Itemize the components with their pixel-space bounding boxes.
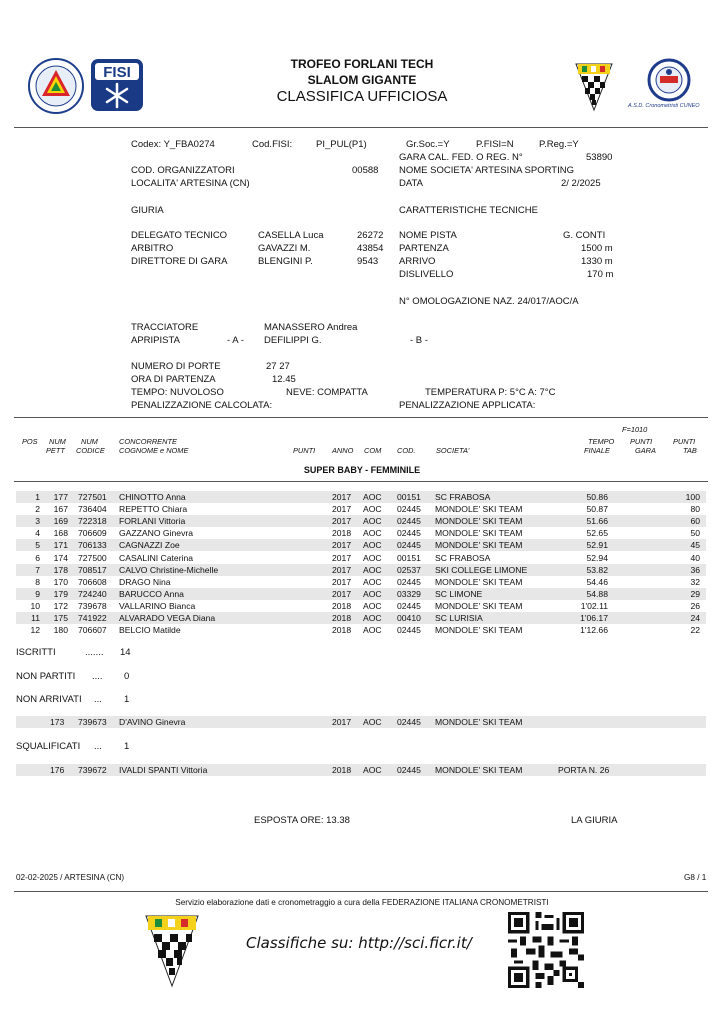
cell-cod: 02445	[397, 528, 421, 539]
cell-pos: 1	[35, 492, 40, 502]
direttore-code: 9543	[357, 256, 379, 267]
cell-societa: MONDOLE' SKI TEAM	[435, 576, 523, 587]
col-punti-tab-1: PUNTI	[673, 437, 696, 446]
cell-pett: 172	[53, 600, 68, 611]
anno: 2018	[332, 765, 352, 775]
partenza-label: PARTENZA	[399, 243, 449, 254]
nome-pista-label: NOME PISTA	[399, 230, 457, 241]
codex: Codex: Y_FBA0274	[131, 139, 215, 150]
col-concorrente-2: COGNOME e NOME	[119, 446, 189, 455]
cell-nome: FORLANI Vittoria	[119, 516, 186, 527]
cell-nome: CAGNAZZI Zoe	[119, 540, 180, 551]
col-anno: ANNO	[332, 446, 354, 455]
col-punti-tab-2: TAB	[683, 446, 697, 455]
cell-tempo: 54.88	[586, 588, 608, 599]
penalizzazione-calcolata: PENALIZZAZIONE CALCOLATA:	[131, 400, 273, 411]
la-giuria: LA GIURIA	[571, 815, 618, 826]
direttore-name: BLENGINI P.	[258, 256, 313, 267]
caratteristiche-heading: CARATTERISTICHE TECNICHE	[399, 205, 538, 216]
cell-cod: 00151	[397, 492, 421, 502]
cod-organizzatori-value: 00588	[352, 165, 379, 176]
cell-societa: MONDOLE' SKI TEAM	[435, 516, 523, 527]
category-title: SUPER BABY - FEMMINILE	[303, 465, 421, 475]
ora-partenza-label: ORA DI PARTENZA	[131, 374, 216, 385]
apripista-a-name: DEFILIPPI G.	[264, 335, 322, 346]
cod: 02445	[397, 765, 421, 775]
nome: D'AVINO Ginevra	[119, 717, 186, 727]
societa: MONDOLE' SKI TEAM	[435, 717, 523, 727]
page-number: G8 / 1	[684, 873, 707, 882]
cell-tab: 22	[690, 625, 700, 636]
category-divider	[14, 481, 708, 482]
cell-cod: 02445	[397, 576, 421, 587]
delegato-label: DELEGATO TECNICO	[131, 230, 228, 241]
partenza-value: 1500 m	[581, 243, 613, 254]
cell-tempo: 52.91	[586, 540, 608, 551]
cell-codice: 708517	[78, 564, 107, 575]
cell-pett: 169	[53, 516, 68, 527]
cell-tab: 40	[690, 552, 700, 563]
cell-anno: 2018	[332, 613, 352, 623]
col-tempo-2: FINALE	[584, 446, 610, 455]
cell-pos: 9	[35, 588, 40, 599]
result-row	[16, 552, 706, 564]
cell-cod: 02445	[397, 540, 421, 551]
squalificati-label: SQUALIFICATI	[16, 741, 81, 752]
cell-societa: SC FRABOSA	[435, 552, 491, 563]
ora-partenza-value: 12.45	[272, 374, 296, 385]
cell-codice: 739678	[78, 600, 107, 611]
cell-com: AOC	[363, 613, 382, 623]
result-row	[16, 612, 706, 624]
pett: 176	[50, 765, 65, 775]
cell-pett: 177	[53, 492, 68, 502]
cell-anno: 2017	[332, 552, 352, 563]
cell-pett: 175	[53, 613, 68, 623]
cell-com: AOC	[363, 564, 382, 575]
non-partiti-value: 0	[124, 671, 130, 682]
cell-cod: 02537	[397, 564, 421, 575]
cell-codice: 706608	[78, 576, 107, 587]
cell-pos: 11	[31, 613, 40, 623]
p-fisi: P.FISI=N	[476, 139, 514, 150]
cell-pos: 4	[35, 528, 40, 539]
fic-logo	[574, 60, 614, 112]
cell-tab: 45	[690, 540, 700, 551]
result-row	[16, 527, 706, 539]
data-value: 2/ 2/2025	[561, 178, 601, 189]
arrivo-value: 1330 m	[581, 256, 613, 267]
cell-societa: MONDOLE' SKI TEAM	[435, 528, 523, 539]
cell-nome: CHINOTTO Anna	[119, 492, 186, 502]
result-row	[16, 576, 706, 588]
cell-pett: 167	[53, 504, 68, 515]
cell-nome: VALLARINO Bianca	[119, 600, 196, 611]
cell-tempo: 1'12.66	[580, 625, 608, 636]
result-row	[16, 624, 706, 636]
event-title: TROFEO FORLANI TECH	[290, 57, 434, 71]
col-num-codice-2: CODICE	[76, 446, 105, 455]
cell-societa: MONDOLE' SKI TEAM	[435, 625, 523, 636]
cell-anno: 2017	[332, 540, 352, 551]
col-num-codice-1: NUM	[81, 437, 98, 446]
cell-pett: 174	[53, 552, 68, 563]
non-arrivati-row	[16, 716, 706, 728]
cell-anno: 2017	[332, 516, 352, 527]
esposta-ore: ESPOSTA ORE: 13.38	[254, 815, 350, 826]
cell-anno: 2017	[332, 588, 352, 599]
neve: NEVE: COMPATTA	[286, 387, 368, 398]
p-reg: P.Reg.=Y	[539, 139, 579, 150]
iscritti-value: 14	[120, 647, 131, 658]
cell-tab: 50	[690, 528, 700, 539]
col-punti-gara-2: GARA	[635, 446, 656, 455]
non-partiti-label: NON PARTITI	[16, 671, 76, 682]
cell-codice: 727501	[78, 492, 107, 502]
cell-com: AOC	[363, 492, 382, 502]
col-punti: PUNTI	[293, 446, 316, 455]
col-pos: POS	[22, 437, 38, 446]
cell-codice: 706609	[78, 528, 107, 539]
cell-societa: SC FRABOSA	[435, 492, 491, 502]
cell-cod: 02445	[397, 600, 421, 611]
cell-codice: 727500	[78, 552, 107, 563]
cell-societa: SKI COLLEGE LIMONE	[435, 564, 528, 575]
cell-cod: 03329	[397, 588, 421, 599]
non-arrivati-label: NON ARRIVATI	[16, 694, 82, 705]
header-divider	[14, 127, 708, 128]
cell-tab: 24	[690, 613, 700, 623]
cell-codice: 706133	[78, 540, 107, 551]
cell-codice: 736404	[78, 504, 107, 515]
qr-code	[508, 912, 584, 988]
result-row	[16, 491, 706, 503]
temperatura: TEMPERATURA P: 5°C A: 7°C	[425, 387, 556, 398]
localita: LOCALITA' ARTESINA (CN)	[131, 178, 250, 189]
tracciatore-value: MANASSERO Andrea	[264, 322, 358, 333]
cell-pett: 171	[53, 540, 68, 551]
codice: 739672	[78, 765, 107, 775]
cod-organizzatori-label: COD. ORGANIZZATORI	[131, 165, 235, 176]
cell-tempo: 51.66	[586, 516, 608, 527]
iscritti-dots: .......	[85, 647, 104, 658]
col-punti-gara-1: PUNTI	[630, 437, 653, 446]
result-row	[16, 600, 706, 612]
cell-anno: 2017	[332, 492, 352, 502]
anno: 2017	[332, 717, 352, 727]
col-num-pett-2: PETT	[46, 446, 65, 455]
direttore-label: DIRETTORE DI GARA	[131, 256, 228, 267]
footer-date-place: 02-02-2025 / ARTESINA (CN)	[16, 873, 125, 882]
cell-societa: MONDOLE' SKI TEAM	[435, 504, 523, 515]
cell-tempo: 52.94	[586, 552, 608, 563]
cell-anno: 2018	[332, 528, 352, 539]
non-arrivati-dots: ...	[94, 694, 102, 705]
result-row	[16, 539, 706, 551]
sci-club-artesina-logo	[28, 58, 84, 114]
numero-porte-label: NUMERO DI PORTE	[131, 361, 221, 372]
com: AOC	[363, 765, 382, 775]
codice: 739673	[78, 717, 107, 727]
squalificati-row	[16, 764, 706, 776]
tempo-meteo: TEMPO: NUVOLOSO	[131, 387, 224, 398]
ranking-type: CLASSIFICA UFFICIOSA	[276, 88, 448, 105]
gara-cal-number: 53890	[586, 152, 613, 163]
col-societa: SOCIETA'	[436, 446, 470, 455]
result-row	[16, 588, 706, 600]
gara-cal-label: GARA CAL. FED. O REG. N°	[399, 152, 523, 163]
cell-cod: 00151	[397, 552, 421, 563]
cell-com: AOC	[363, 576, 382, 587]
cell-anno: 2018	[332, 600, 352, 611]
classifiche-link[interactable]: Classifiche su: http://sci.ficr.it/	[246, 934, 472, 952]
cell-anno: 2017	[332, 576, 352, 587]
data-label: DATA	[399, 178, 423, 189]
nome: IVALDI SPANTI Vittoria	[119, 765, 208, 775]
cell-anno: 2017	[332, 564, 352, 575]
result-row	[16, 503, 706, 515]
cod-fisi-label: Cod.FISI:	[252, 139, 293, 150]
dislivello-label: DISLIVELLO	[399, 269, 454, 280]
cell-cod: 02445	[397, 625, 421, 636]
nome-pista-value: G. CONTI	[563, 230, 606, 241]
cronometristi-cuneo-logo	[624, 58, 714, 110]
cell-pett: 168	[53, 528, 68, 539]
nome-societa: NOME SOCIETA' ARTESINA SPORTING	[399, 165, 574, 176]
cell-nome: GAZZANO Ginevra	[119, 528, 194, 539]
cell-com: AOC	[363, 625, 382, 636]
delegato-name: CASELLA Luca	[258, 230, 324, 241]
cell-com: AOC	[363, 552, 382, 563]
com: AOC	[363, 717, 382, 727]
cell-pett: 180	[53, 625, 68, 636]
note: PORTA N. 26	[558, 765, 610, 775]
non-arrivati-value: 1	[124, 694, 130, 705]
apripista-b: - B -	[410, 335, 428, 346]
cell-anno: 2017	[332, 504, 352, 515]
cell-com: AOC	[363, 540, 382, 551]
result-row	[16, 515, 706, 527]
col-num-pett-1: NUM	[49, 437, 66, 446]
iscritti-label: ISCRITTI	[16, 647, 56, 658]
cell-com: AOC	[363, 504, 382, 515]
cell-cod: 02445	[397, 516, 421, 527]
svg-text:FISI: FISI	[103, 64, 131, 81]
cell-tab: 60	[690, 516, 700, 527]
cell-pos: 7	[35, 564, 40, 575]
cell-pos: 10	[30, 600, 40, 611]
cod-fisi-value: PI_PUL(P1)	[316, 139, 367, 150]
cell-com: AOC	[363, 588, 382, 599]
cell-pos: 6	[35, 552, 40, 563]
cell-societa: MONDOLE' SKI TEAM	[435, 600, 523, 611]
cell-tab: 29	[690, 588, 700, 599]
arbitro-code: 43854	[357, 243, 384, 254]
squalificati-dots: ...	[94, 741, 102, 752]
pett: 173	[50, 717, 65, 727]
non-partiti-dots: ....	[92, 671, 103, 682]
apripista-a: - A -	[227, 335, 244, 346]
cell-com: AOC	[363, 528, 382, 539]
servizio-note: Servizio elaborazione dati e cronometraggio a cura della FEDERAZIONE ITALIANA CRONOMETRISTI	[175, 898, 549, 907]
cell-tempo: 52.65	[586, 528, 608, 539]
cell-codice: 741922	[78, 613, 107, 623]
cell-nome: CALVO Christine-Michelle	[119, 564, 219, 575]
cell-nome: BELCIO Matilde	[119, 625, 181, 636]
col-cod: COD.	[397, 446, 416, 455]
cell-tab: 100	[685, 492, 700, 502]
cell-tempo: 1'02.11	[580, 600, 608, 611]
omologazione: N° OMOLOGAZIONE NAZ. 24/017/AOC/A	[399, 296, 579, 307]
col-com: COM	[364, 446, 382, 455]
cell-tab: 36	[690, 564, 700, 575]
col-concorrente-1: CONCORRENTE	[119, 437, 177, 446]
arrivo-label: ARRIVO	[399, 256, 436, 267]
societa: MONDOLE' SKI TEAM	[435, 765, 523, 775]
cell-tab: 80	[690, 504, 700, 515]
apripista-label: APRIPISTA	[131, 335, 180, 346]
tracciatore-label: TRACCIATORE	[131, 322, 199, 333]
fic-footer-logo	[144, 912, 200, 988]
footer-divider	[14, 891, 708, 892]
f-factor: F=1010	[622, 425, 648, 434]
cell-tempo: 53.82	[586, 564, 608, 575]
race-discipline: SLALOM GIGANTE	[307, 73, 417, 87]
cell-pos: 12	[30, 625, 40, 636]
delegato-code: 26272	[357, 230, 384, 241]
cell-tab: 32	[690, 576, 700, 587]
giuria-heading: GIURIA	[131, 205, 164, 216]
cell-societa: MONDOLE' SKI TEAM	[435, 540, 523, 551]
cell-pett: 179	[53, 588, 68, 599]
cell-cod: 00410	[397, 613, 421, 623]
cell-nome: REPETTO Chiara	[119, 504, 188, 515]
cell-pos: 8	[35, 576, 40, 587]
cell-pos: 3	[35, 516, 40, 527]
penalizzazione-applicata: PENALIZZAZIONE APPLICATA:	[399, 400, 536, 411]
cell-nome: ALVARADO VEGA Diana	[119, 613, 216, 623]
cell-pos: 5	[35, 540, 40, 551]
squalificati-value: 1	[124, 741, 130, 752]
cell-codice: 706607	[78, 625, 107, 636]
col-tempo-1: TEMPO	[588, 437, 615, 446]
cell-tab: 26	[690, 600, 700, 611]
gr-soc: Gr.Soc.=Y	[406, 139, 450, 150]
arbitro-name: GAVAZZI M.	[258, 243, 311, 254]
result-row	[16, 564, 706, 576]
cell-codice: 722318	[78, 516, 107, 527]
cell-cod: 02445	[397, 504, 421, 515]
numero-porte-value: 27 27	[266, 361, 290, 372]
cell-com: AOC	[363, 600, 382, 611]
cell-tempo: 1'06.17	[580, 613, 608, 623]
cell-societa: SC LURISIA	[435, 613, 483, 623]
cell-pett: 178	[53, 564, 68, 575]
cell-tempo: 50.86	[586, 492, 608, 502]
cell-tempo: 50.87	[586, 504, 608, 515]
fisi-logo	[90, 58, 144, 112]
cell-pett: 170	[53, 576, 68, 587]
cell-societa: SC LIMONE	[435, 588, 483, 599]
cell-tempo: 54.46	[586, 576, 608, 587]
info-divider	[14, 417, 708, 418]
cell-pos: 2	[35, 504, 40, 515]
cell-nome: DRAGO Nina	[119, 576, 171, 587]
cell-com: AOC	[363, 516, 382, 527]
cell-nome: CASALINI Caterina	[119, 552, 194, 563]
cell-codice: 724240	[78, 588, 107, 599]
cell-anno: 2018	[332, 625, 352, 636]
cronometristi-cuneo-caption: A.S.D. Cronometristi CUNEO	[628, 103, 700, 109]
dislivello-value: 170 m	[587, 269, 614, 280]
cell-nome: BARUCCO Anna	[119, 588, 184, 599]
arbitro-label: ARBITRO	[131, 243, 174, 254]
cod: 02445	[397, 717, 421, 727]
